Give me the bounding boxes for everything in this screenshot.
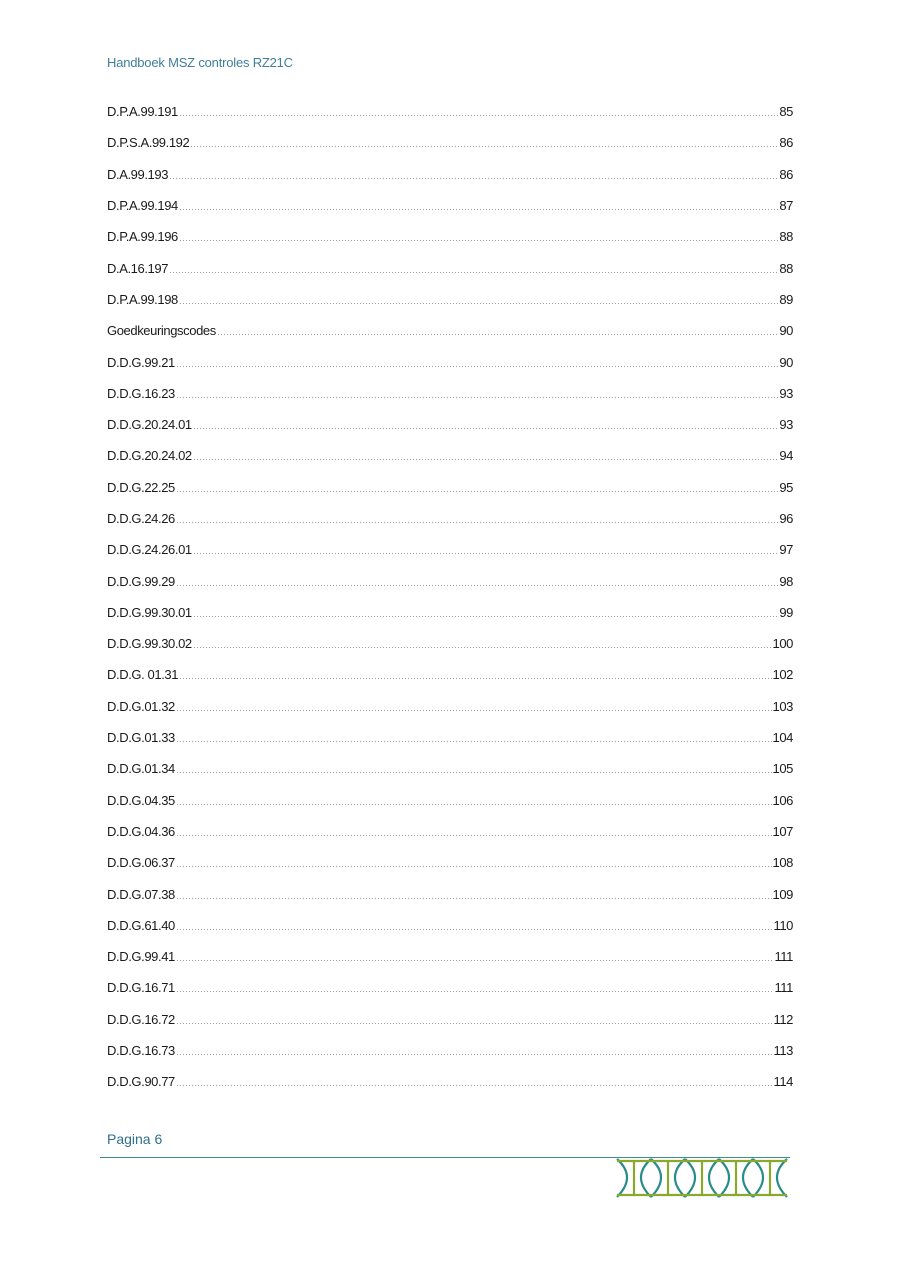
toc-entry-label: D.D.G.24.26 <box>107 511 175 526</box>
toc-dot-leader <box>176 991 774 992</box>
toc-entry-page-number: 85 <box>779 104 793 120</box>
page-number-label: Pagina 6 <box>107 1131 163 1147</box>
toc-dot-leader <box>179 240 778 241</box>
toc-entry-page-number: 102 <box>772 667 793 683</box>
toc-entry[interactable] <box>107 659 793 690</box>
toc-entry-label: D.P.A.99.191 <box>107 104 178 120</box>
toc-entry[interactable] <box>107 753 793 784</box>
toc-dot-leader <box>193 459 779 460</box>
toc-entry-label: D.D.G.24.26.01 <box>107 542 192 558</box>
toc-entry[interactable] <box>107 534 793 565</box>
toc-entry-label: D.D.G.01.33 <box>107 730 175 746</box>
toc-dot-leader <box>179 678 771 679</box>
toc-entry-label: D.D.G.16.72 <box>107 1011 175 1027</box>
toc-entry[interactable] <box>107 440 793 471</box>
toc-entry-label: D.D.G.20.24.01 <box>107 417 192 433</box>
toc-entry-label: D.D.G.16.23 <box>107 385 175 401</box>
toc-entry-page-number: 94 <box>779 448 793 464</box>
toc-dot-leader <box>176 397 778 398</box>
toc-entry-page-number: 89 <box>779 291 793 307</box>
toc-dot-leader <box>193 647 772 648</box>
toc-entry-label: D.D.G.06.37 <box>107 855 175 871</box>
toc-entry-label: D.D.G.22.25 <box>107 479 175 495</box>
table-of-contents <box>107 96 793 1098</box>
toc-entry-page-number: 107 <box>772 823 793 839</box>
toc-entry[interactable] <box>107 252 793 283</box>
toc-entry[interactable] <box>107 190 793 221</box>
toc-entry-page-number: 93 <box>779 385 793 401</box>
toc-entry-label: Goedkeuringscodes <box>107 323 216 339</box>
toc-dot-leader <box>176 960 774 961</box>
toc-entry-page-number: 99 <box>779 604 793 620</box>
toc-entry-page-number: 111 <box>774 949 793 965</box>
toc-entry-page-number: 109 <box>772 886 793 902</box>
toc-entry-label: D.D.G.01.34 <box>107 761 175 777</box>
toc-entry[interactable] <box>107 691 793 722</box>
toc-entry[interactable] <box>107 878 793 909</box>
toc-entry[interactable] <box>107 941 793 972</box>
toc-entry-label: D.P.S.A.99.192 <box>107 135 190 151</box>
toc-entry-page-number: 114 <box>773 1074 793 1090</box>
toc-dot-leader <box>169 272 778 273</box>
toc-entry-page-number: 108 <box>772 855 793 871</box>
toc-entry[interactable] <box>107 847 793 878</box>
toc-dot-leader <box>176 491 778 492</box>
toc-dot-leader <box>176 898 772 899</box>
toc-entry-label: D.D.G.99.21 <box>107 354 175 370</box>
toc-dot-leader <box>169 178 778 179</box>
toc-entry[interactable] <box>107 159 793 190</box>
toc-dot-leader <box>176 772 772 773</box>
toc-entry[interactable] <box>107 409 793 440</box>
toc-entry-label: D.P.A.99.198 <box>107 291 178 307</box>
toc-entry[interactable] <box>107 565 793 596</box>
toc-entry-page-number: 110 <box>773 917 793 933</box>
toc-entry-page-number: 103 <box>772 698 793 714</box>
toc-dot-leader <box>179 303 778 304</box>
toc-entry[interactable] <box>107 503 793 534</box>
toc-entry-page-number: 86 <box>779 166 793 182</box>
toc-entry-page-number: 86 <box>779 135 793 151</box>
toc-entry-page-number: 100 <box>772 636 793 652</box>
toc-dot-leader <box>179 115 778 116</box>
toc-entry-label: D.D.G. 01.31 <box>107 667 179 683</box>
toc-entry-page-number: 98 <box>779 573 793 589</box>
toc-dot-leader <box>176 741 772 742</box>
toc-entry[interactable] <box>107 910 793 941</box>
toc-entry-label: D.D.G.16.71 <box>107 980 175 996</box>
toc-entry-label: D.D.G.04.35 <box>107 792 175 808</box>
toc-entry-label: D.D.G.99.30.02 <box>107 636 192 652</box>
toc-entry-label: D.D.G.61.40 <box>107 917 175 933</box>
toc-entry-label: D.D.G.04.36 <box>107 823 175 839</box>
toc-entry-label: D.D.G.99.30.01 <box>107 604 192 620</box>
toc-dot-leader <box>176 1023 773 1024</box>
document-header-title: Handboek MSZ controles RZ21C <box>107 55 293 70</box>
toc-entry-label: D.A.16.197 <box>107 260 169 276</box>
toc-dot-leader <box>176 1054 773 1055</box>
toc-entry-page-number: 106 <box>772 792 793 808</box>
toc-entry-page-number: 113 <box>773 1043 793 1059</box>
toc-entry[interactable] <box>107 722 793 753</box>
toc-entry-label: D.D.G.16.73 <box>107 1043 175 1059</box>
toc-entry-page-number: 112 <box>773 1011 793 1027</box>
toc-entry-label: D.D.G.07.38 <box>107 886 175 902</box>
toc-dot-leader <box>176 522 778 523</box>
toc-entry-label: D.D.G.99.41 <box>107 949 175 965</box>
toc-entry[interactable] <box>107 315 793 346</box>
toc-entry-label: D.D.G.90.77 <box>107 1074 175 1090</box>
toc-dot-leader <box>193 428 779 429</box>
toc-entry[interactable] <box>107 597 793 628</box>
toc-entry-page-number: 104 <box>772 730 793 746</box>
toc-entry-label: D.D.G.99.29 <box>107 573 175 589</box>
toc-dot-leader <box>179 209 778 210</box>
toc-dot-leader <box>176 866 772 867</box>
toc-entry[interactable] <box>107 221 793 252</box>
toc-dot-leader <box>176 585 778 586</box>
toc-entry[interactable] <box>107 1035 793 1066</box>
toc-dot-leader <box>176 835 772 836</box>
toc-entry-page-number: 90 <box>779 323 793 339</box>
toc-entry-page-number: 97 <box>779 542 793 558</box>
toc-entry-page-number: 96 <box>779 511 793 526</box>
toc-entry-label: D.D.G.20.24.02 <box>107 448 192 464</box>
toc-entry[interactable] <box>107 1066 793 1097</box>
toc-entry-label: D.P.A.99.194 <box>107 198 178 214</box>
toc-entry[interactable] <box>107 378 793 409</box>
toc-entry-page-number: 105 <box>772 761 793 777</box>
toc-entry[interactable] <box>107 284 793 315</box>
toc-dot-leader <box>176 366 778 367</box>
toc-dot-leader <box>193 553 779 554</box>
toc-entry[interactable] <box>107 346 793 377</box>
toc-entry-page-number: 93 <box>779 417 793 433</box>
toc-entry-page-number: 111 <box>774 980 793 996</box>
decorative-logo-icon <box>615 1155 790 1201</box>
toc-entry[interactable] <box>107 127 793 158</box>
toc-entry-page-number: 88 <box>779 229 793 245</box>
toc-entry[interactable] <box>107 472 793 503</box>
toc-entry-label: D.A.99.193 <box>107 166 169 182</box>
toc-dot-leader <box>217 334 778 335</box>
toc-entry[interactable] <box>107 1004 793 1035</box>
toc-entry[interactable] <box>107 785 793 816</box>
toc-entry-label: D.D.G.01.32 <box>107 698 175 714</box>
toc-entry-label: D.P.A.99.196 <box>107 229 178 245</box>
toc-entry[interactable] <box>107 628 793 659</box>
toc-dot-leader <box>176 804 772 805</box>
toc-entry[interactable] <box>107 972 793 1003</box>
toc-entry-page-number: 87 <box>779 198 793 214</box>
toc-dot-leader <box>193 616 779 617</box>
toc-dot-leader <box>190 146 778 147</box>
toc-dot-leader <box>176 710 772 711</box>
toc-entry-page-number: 90 <box>779 354 793 370</box>
toc-dot-leader <box>176 1085 773 1086</box>
toc-entry-page-number: 95 <box>779 479 793 495</box>
toc-dot-leader <box>176 929 773 930</box>
toc-entry-page-number: 88 <box>779 260 793 276</box>
toc-entry[interactable] <box>107 96 793 127</box>
toc-entry[interactable] <box>107 816 793 847</box>
